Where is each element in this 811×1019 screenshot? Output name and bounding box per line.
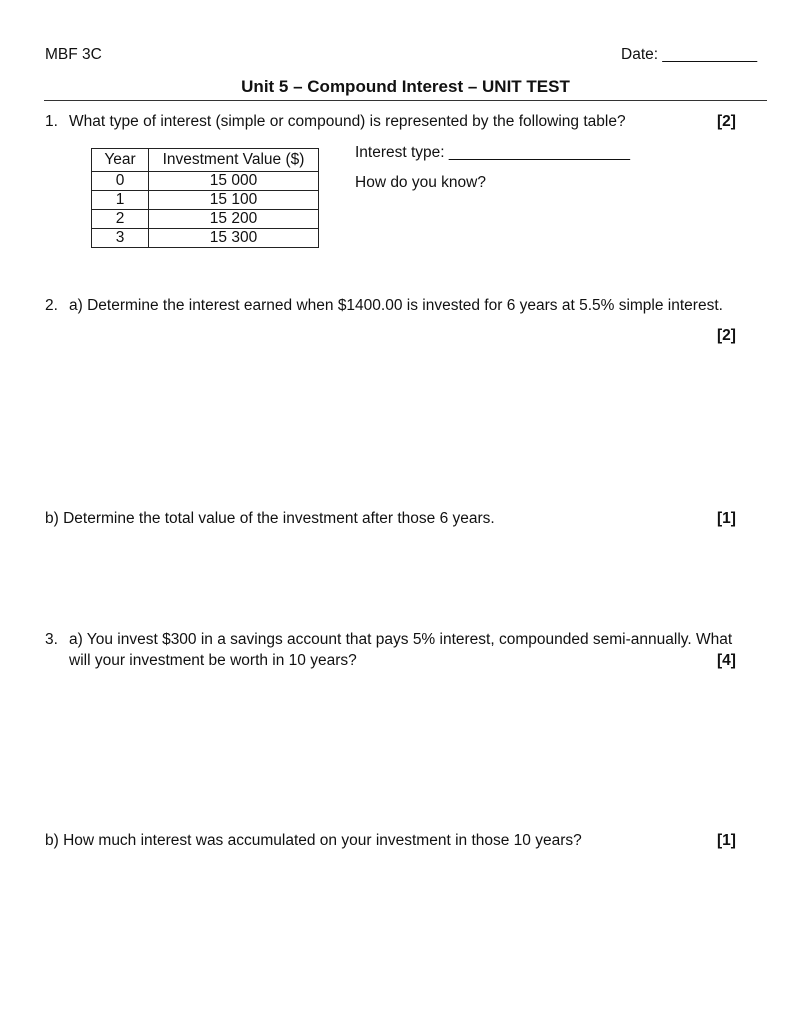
- q1-marks: [2]: [717, 113, 736, 130]
- q2b-marks: [1]: [717, 510, 736, 527]
- value-cell: 15 300: [149, 229, 319, 248]
- interest-type-field: Interest type: _____________________: [355, 144, 630, 161]
- course-code: MBF 3C: [45, 46, 102, 63]
- q3-number: 3.: [45, 631, 58, 648]
- how-do-you-know-prompt: How do you know?: [355, 174, 486, 191]
- year-cell: 3: [92, 229, 149, 248]
- q1-data-table: [91, 148, 319, 248]
- q3a-text-line1: a) You invest $300 in a savings account that pays 5% interest, compounded semi-annually. What: [69, 631, 733, 648]
- table-row: [92, 191, 319, 210]
- q3a-marks: [4]: [717, 652, 736, 669]
- q2-number: 2.: [45, 297, 58, 314]
- q2a-marks: [2]: [717, 327, 736, 344]
- value-cell: 15 000: [149, 172, 319, 191]
- table-row: [92, 210, 319, 229]
- value-cell: 15 200: [149, 210, 319, 229]
- date-field: Date: ___________: [621, 46, 758, 63]
- page-title: Unit 5 – Compound Interest – UNIT TEST: [241, 77, 570, 96]
- value-cell: 15 100: [149, 191, 319, 210]
- q2a-text: a) Determine the interest earned when $1400.00 is invested for 6 years at 5.5% simple interest.: [69, 297, 723, 314]
- table-row: [92, 172, 319, 191]
- table-row: [92, 229, 319, 248]
- q3b-marks: [1]: [717, 832, 736, 849]
- column-header-year: Year: [92, 149, 149, 172]
- year-cell: 1: [92, 191, 149, 210]
- title-divider: [44, 100, 767, 101]
- year-cell: 0: [92, 172, 149, 191]
- table-header-row: [92, 149, 319, 172]
- q3a-text-line2: will your investment be worth in 10 years?: [69, 652, 357, 669]
- q1-text: What type of interest (simple or compound) is represented by the following table?: [69, 113, 626, 130]
- q2b-text: b) Determine the total value of the investment after those 6 years.: [45, 510, 495, 527]
- column-header-investment-value: Investment Value ($): [149, 149, 319, 172]
- year-cell: 2: [92, 210, 149, 229]
- q1-number: 1.: [45, 113, 58, 130]
- q3b-text: b) How much interest was accumulated on your investment in those 10 years?: [45, 832, 582, 849]
